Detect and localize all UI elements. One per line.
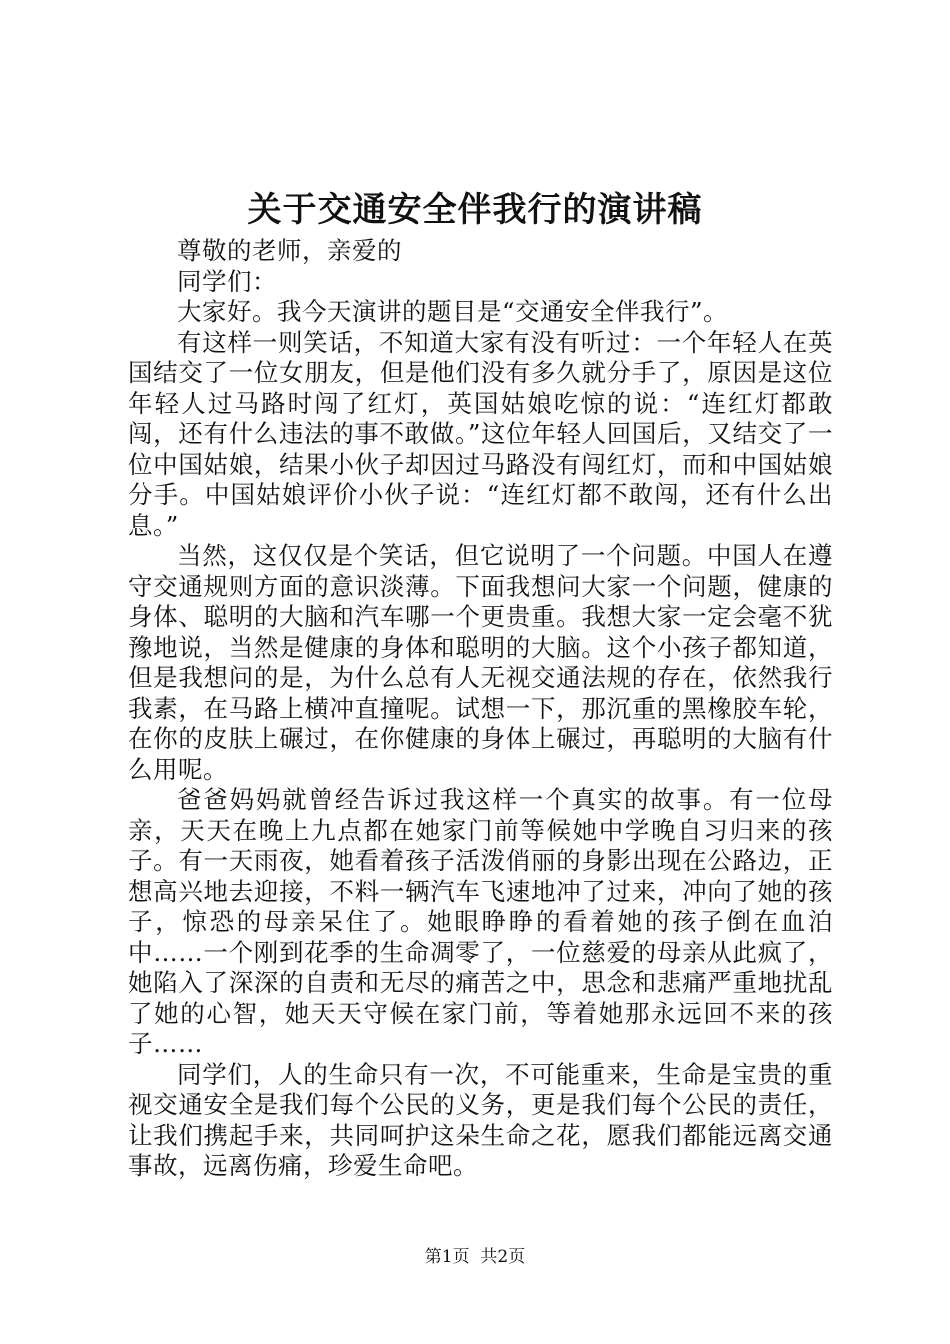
page-number: 第1页 xyxy=(424,1247,470,1267)
salutation-line-2: 同学们： xyxy=(177,266,277,296)
document-body xyxy=(128,236,833,1182)
paragraph-conclusion: 同学们，人的生命只有一次，不可能重来，生命是宝贵的重视交通安全是我们每个公民的义务，更是我们每个公民的责任，让我们携起手来，共同呵护这朵生命之花，愿我们都能远离交通事故，远离伤痛，珍爱生命吧。 xyxy=(128,1059,833,1180)
greeting-paragraph: 大家好。我今天演讲的题目是“交通安全伴我行”。 xyxy=(177,297,729,326)
page-total: 共2页 xyxy=(480,1247,526,1267)
salutation-line-1: 尊敬的老师，亲爱的 xyxy=(177,236,402,265)
paragraph-awareness: 当然，这仅仅是个笑话，但它说明了一个问题。中国人在遵守交通规则方面的意识淡薄。下面我想问大家一个问题，健康的身体、聪明的大脑和汽车哪一个更贵重。我想大家一定会毫不犹豫地说，当然是健康的身体和聪明的大脑。这个小孩子都知道，但是我想问的是，为什么总有人无视交通法规的存在，依然我行我素，在马路上横冲直撞呢。试想一下，那沉重的黑橡胶车轮，在你的皮肤上碾过，在你健康的身体上碾过，再聪明的大脑有什么用呢。 xyxy=(128,541,833,784)
paragraph-joke: 有这样一则笑话，不知道大家有没有听过：一个年轻人在英国结交了一位女朋友，但是他们没有多久就分手了，原因是这位年轻人过马路时闯了红灯，英国姑娘吃惊的说：“连红灯都敢闯，还有什么违法的事不敢做。”这位年轻人回国后，又结交了一位中国姑娘，结果小伙子却因过马路没有闯红灯，而和中国姑娘分手。中国姑娘评价小伙子说：“连红灯都不敢闯，还有什么出息。” xyxy=(128,327,833,540)
document-title: 关于交通安全伴我行的演讲稿 xyxy=(247,190,703,230)
paragraph-story: 爸爸妈妈就曾经告诉过我这样一个真实的故事。有一位母亲，天天在晚上九点都在她家门前等候她中学晚自习归来的孩子。有一天雨夜，她看着孩子活泼俏丽的身影出现在公路边，正想高兴地去迎接，不料一辆汽车飞速地冲了过来，冲向了她的孩子，惊恐的母亲呆住了。她眼睁睁的看着她的孩子倒在血泊中……一个刚到花季的生命凋零了，一位慈爱的母亲从此疯了，她陷入了深深的自责和无尽的痛苦之中，思念和悲痛严重地扰乱了她的心智，她天天守候在家门前，等着她那永远回不来的孩子…… xyxy=(128,785,833,1058)
page-footer xyxy=(0,1245,950,1269)
